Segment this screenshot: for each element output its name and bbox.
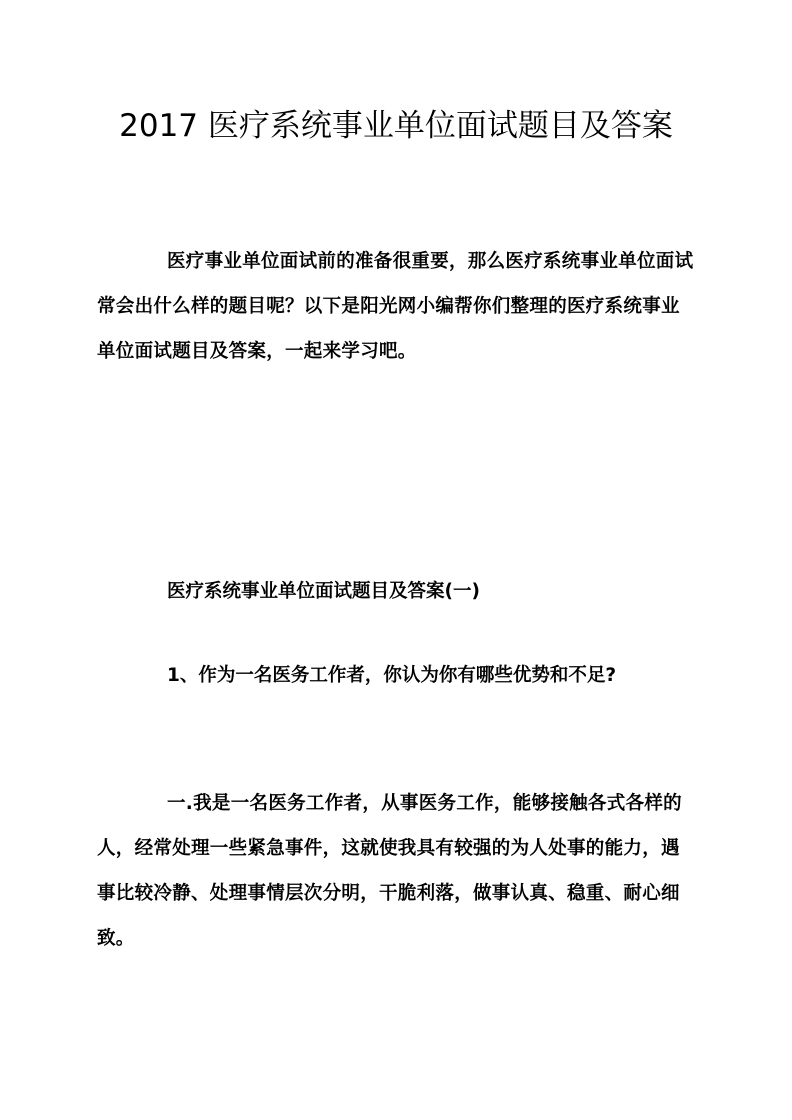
section-heading: 医疗系统事业单位面试题目及答案(一) — [167, 581, 480, 602]
answer-1-paragraph: 一.我是一名医务工作者，从事医务工作，能够接触各式各样的人，经常处理一些紧急事件，这就使我具有较强的为人处事的能力，遇事比较冷静、处理事情层次分明，干脆利落，做事认真、稳重、耐心细致。 — [97, 793, 682, 949]
document-title: 2017 医疗系统事业单位面试题目及答案 — [119, 108, 673, 144]
intro-paragraph: 医疗事业单位面试前的准备很重要，那么医疗系统事业单位面试常会出什么样的题目呢？以下是阳光网小编帮你们整理的医疗系统事业单位面试题目及答案，一起来学习吧。 — [97, 251, 694, 362]
question-1: 1、作为一名医务工作者，你认为你有哪些优势和不足? — [167, 665, 617, 686]
